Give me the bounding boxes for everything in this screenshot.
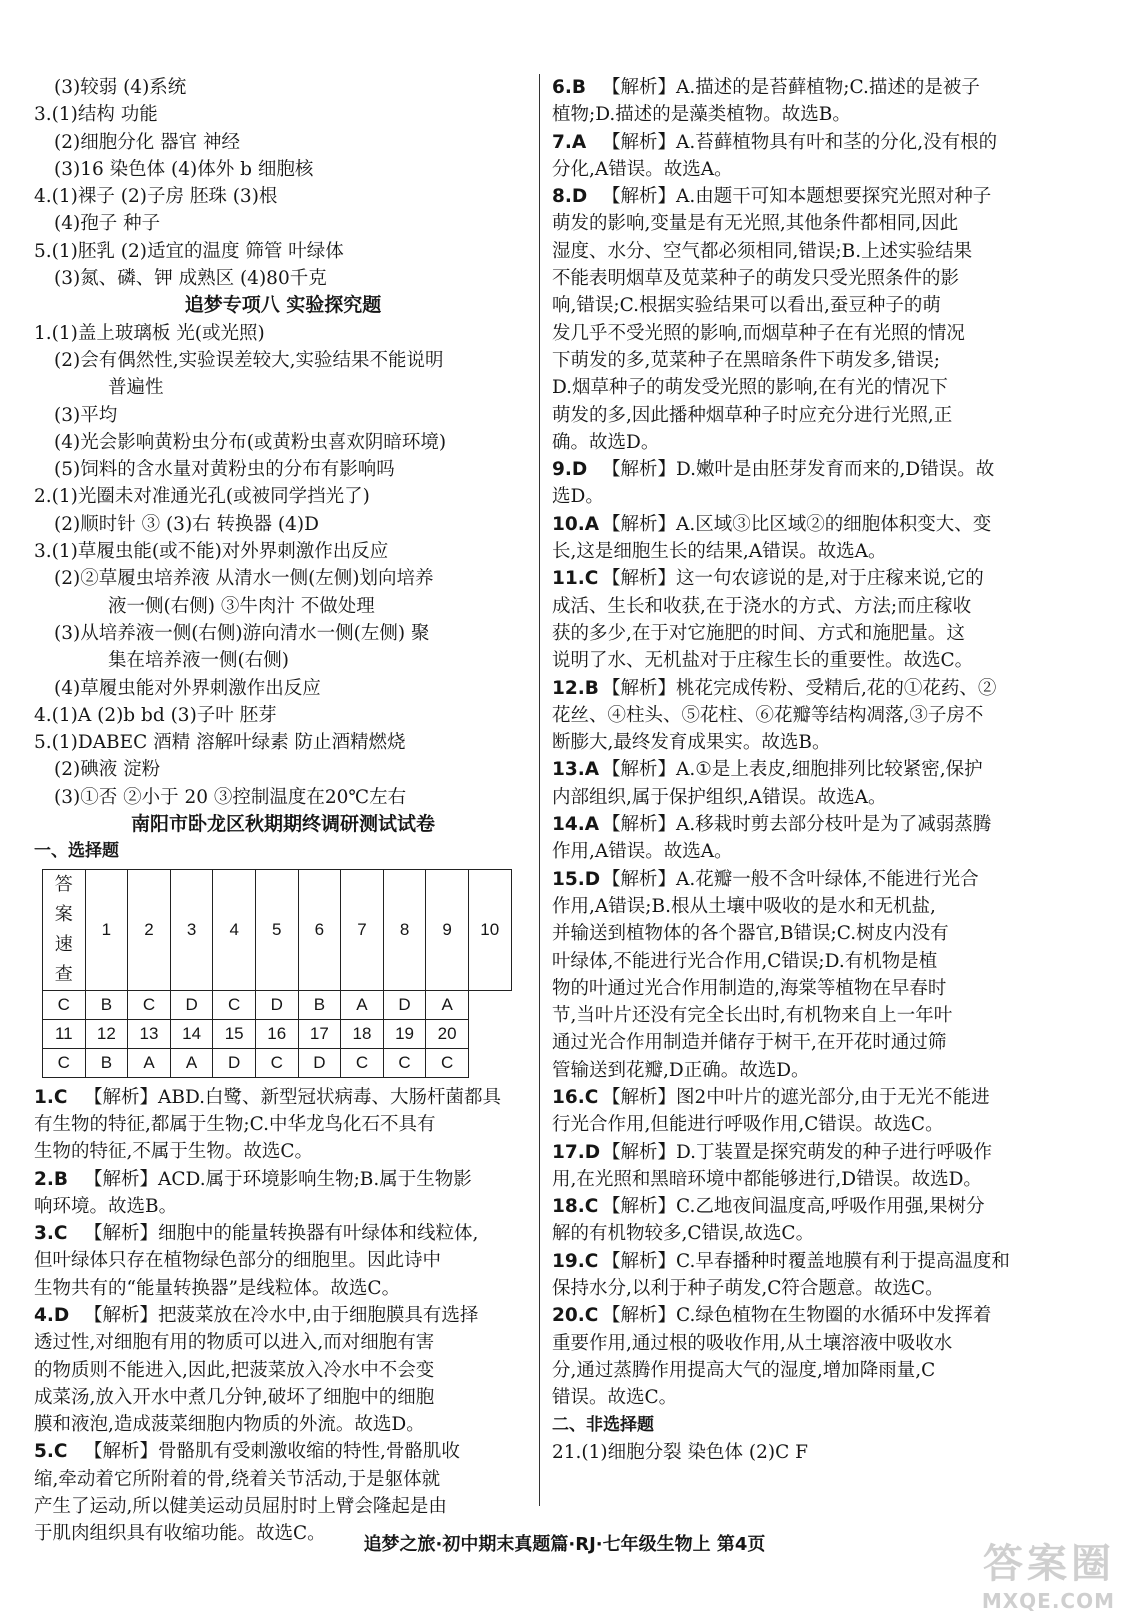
explanation-line — [552, 866, 1030, 893]
question-21-answer: 21.(1)细胞分裂 染色体 (2)C F — [552, 1441, 808, 1463]
explanation-text: 【解析】D.丁装置是探究萌发的种子进行呼吸作 — [602, 1141, 993, 1163]
table-cell: 8 — [383, 869, 426, 990]
column-divider — [539, 74, 540, 1506]
table-cell: 16 — [255, 1019, 298, 1048]
answer-line: (4)孢子 种子 — [54, 213, 161, 235]
answer-line: 2.(1)光圈未对准通光孔(或被同学挡光了) — [34, 486, 370, 508]
table-cell: C — [128, 990, 171, 1019]
explanation-text: 【解析】图2中叶片的遮光部分,由于无光不能进 — [602, 1086, 990, 1108]
explanation-text: 获的多少,在于对它施肥的时间、方式和施肥量。这 — [552, 622, 965, 644]
right-column — [552, 74, 1030, 1466]
choice-explanations-right — [552, 74, 1030, 1412]
page-footer: 追梦之旅·初中期末真题篇·RJ·七年级生物上 第4页 — [363, 1534, 766, 1555]
explanation-text: 【解析】桃花完成传粉、受精后,花的①花药、② — [602, 677, 997, 699]
explanation-text: 萌发的影响,变量是有无光照,其他条件都相同,因此 — [552, 213, 959, 235]
table-cell: C — [43, 990, 86, 1019]
explanation-text: 分化,A错误。故选A。 — [552, 158, 733, 180]
answer-line: (5)饲料的含水量对黄粉虫的分布有影响吗 — [54, 459, 395, 481]
explanation-line — [552, 511, 1030, 538]
table-cell: D — [213, 1048, 256, 1077]
question-number: 6.B — [552, 77, 587, 98]
question-number: 15.D — [552, 868, 601, 890]
answer-line: 3.(1)草履虫能(或不能)对外界刺激作出反应 — [34, 541, 389, 563]
question-number: 10.A — [552, 513, 600, 535]
explanation-line — [34, 1329, 532, 1356]
question-number: 1.C — [34, 1086, 68, 1108]
explanation-text: 产生了运动,所以健美运动员屈肘时上臂会隆起是由 — [34, 1496, 447, 1518]
explanation-text: 湿度、水分、空气都必须相同,错误;B.上述实验结果 — [552, 240, 973, 262]
table-cell: B — [85, 990, 128, 1019]
table-cell: 15 — [213, 1019, 256, 1048]
table-cell: C — [213, 990, 256, 1019]
explanation-text: 响环境。故选B。 — [34, 1195, 178, 1217]
explanation-text: D.烟草种子的萌发受光照的影响,在有光的情况下 — [552, 377, 948, 399]
explanation-text: 【解析】这一句农谚说的是,对于庄稼来说,它的 — [602, 568, 984, 590]
table-cell: 4 — [213, 869, 256, 990]
explanation-text: 但叶绿体只存在植物绿色部分的细胞里。因此诗中 — [34, 1250, 442, 1272]
watermark-logo — [982, 1532, 1115, 1613]
explanation-text: 叶绿体,不能进行光合作用,C错误;D.有机物是植 — [552, 950, 938, 972]
watermark-url: MXQE.COM — [981, 1589, 1115, 1613]
table-cell: C — [43, 1048, 86, 1077]
explanation-text: 响,错误;C.根据实验结果可以看出,蚕豆种子的萌 — [552, 295, 941, 317]
explanation-text: 【解析】细胞中的能量转换器有叶绿体和线粒体, — [84, 1223, 479, 1245]
question-number: 14.A — [552, 814, 600, 836]
table-row — [43, 1048, 512, 1077]
explanation-text: 内部组织,属于保护组织,A错误。故选A。 — [552, 786, 887, 808]
explanation-line — [552, 183, 1030, 210]
answer-line: (3)较弱 (4)系统 — [54, 77, 187, 98]
table-cell: 5 — [255, 869, 298, 990]
table-cell: A — [128, 1048, 171, 1077]
table-cell: D — [170, 990, 213, 1019]
explanation-line — [552, 1057, 1030, 1084]
explanation-line — [34, 1466, 532, 1493]
explanation-text: 【解析】A.①是上表皮,细胞排列比较紧密,保护 — [602, 759, 983, 781]
explanation-line — [34, 1411, 532, 1438]
table-cell: 7 — [341, 869, 384, 990]
table-cell: 2 — [128, 869, 171, 990]
explanation-line — [552, 402, 1030, 429]
question-number: 16.C — [552, 1086, 599, 1108]
table-cell: 18 — [341, 1019, 384, 1048]
table-cell: 9 — [426, 869, 469, 990]
explanation-line — [552, 948, 1030, 975]
explanation-line — [34, 1357, 532, 1384]
answer-line: (3)氮、磷、钾 成熟区 (4)80千克 — [54, 268, 327, 290]
explanation-text: 管输送到花瓣,D正确。故选D。 — [552, 1059, 810, 1081]
explanation-line — [552, 1111, 1030, 1138]
explanation-text: 有生物的特征,都属于生物;C.中华龙鸟化石不具有 — [34, 1113, 436, 1135]
answer-line: (3)16 染色体 (4)体外 b 细胞核 — [54, 158, 314, 180]
table-row — [43, 869, 512, 990]
explanation-line — [34, 1111, 532, 1138]
table-cell: D — [298, 1048, 341, 1077]
explanation-text: 植物;D.描述的是藻类植物。故选B。 — [552, 104, 851, 126]
explanation-text: 【解析】C.乙地夜间温度高,呼吸作用强,果树分 — [602, 1196, 985, 1218]
question-number: 12.B — [552, 677, 599, 699]
explanation-line — [552, 1302, 1030, 1329]
explanation-line — [552, 538, 1030, 565]
explanation-line — [552, 101, 1030, 128]
answer-line: (3)平均 — [54, 404, 118, 426]
question-number: 11.C — [552, 568, 599, 590]
question-number: 13.A — [552, 759, 600, 781]
explanation-text: 【解析】ACD.属于环境影响生物;B.属于生物影 — [84, 1168, 472, 1190]
explanation-line — [552, 1029, 1030, 1056]
table-cell: A — [341, 990, 384, 1019]
explanation-line — [552, 456, 1030, 483]
watermark-text: 答案圈 — [983, 1541, 1115, 1587]
explanation-line — [552, 702, 1030, 729]
explanation-line — [552, 1193, 1030, 1220]
answer-line: 3.(1)结构 功能 — [34, 104, 158, 126]
explanation-line — [34, 1166, 532, 1193]
answer-line: 液一侧(右侧) ③牛肉汁 不做处理 — [108, 595, 375, 617]
explanation-line — [34, 1084, 532, 1111]
explanation-line — [552, 784, 1030, 811]
explanation-line — [552, 1084, 1030, 1111]
explanation-line — [552, 1275, 1030, 1302]
explanation-text: 萌发的多,因此播种烟草种子时应充分进行光照,正 — [552, 404, 953, 426]
explanation-line — [34, 1493, 532, 1520]
experiment-answers — [34, 320, 532, 811]
explanation-text: 成活、生长和收获,在于浇水的方式、方法;而庄稼收 — [552, 595, 972, 617]
explanation-text: 【解析】ABD.白鹭、新型冠状病毒、大肠杆菌都具 — [84, 1086, 502, 1108]
answer-line: (2)会有偶然性,实验误差较大,实验结果不能说明 — [54, 349, 444, 371]
question-number: 8.D — [552, 186, 588, 208]
table-cell: 19 — [383, 1019, 426, 1048]
answer-line: 4.(1)A (2)b bd (3)子叶 胚芽 — [34, 704, 277, 726]
question-number: 5.C — [34, 1441, 68, 1463]
explanation-line — [552, 238, 1030, 265]
explanation-line — [552, 838, 1030, 865]
explanation-line — [34, 1138, 532, 1165]
explanation-text: 【解析】把菠菜放在冷水中,由于细胞膜具有选择 — [84, 1304, 479, 1326]
explanation-text: 【解析】A.由题干可知本题想要探究光照对种子 — [602, 186, 992, 208]
table-cell: C — [341, 1048, 384, 1077]
explanation-line — [552, 429, 1030, 456]
table-cell: C — [383, 1048, 426, 1077]
explanation-text: 透过性,对细胞有用的物质可以进入,而对细胞有害 — [34, 1332, 435, 1354]
table-cell: 3 — [170, 869, 213, 990]
explanation-text: 选D。 — [552, 486, 604, 508]
explanation-text: 【解析】C.早春播种时覆盖地膜有利于提高温度和 — [602, 1250, 1010, 1272]
answer-line: 普遍性 — [108, 377, 164, 399]
explanation-line — [34, 1247, 532, 1274]
explanation-text: 确。故选D。 — [552, 431, 660, 453]
explanation-line — [34, 1193, 532, 1220]
explanation-text: 不能表明烟草及苋菜种子的萌发只受光照条件的影 — [552, 268, 960, 290]
explanation-line — [552, 265, 1030, 292]
explanation-line — [552, 1248, 1030, 1275]
explanation-text: 生物共有的“能量转换器”是线粒体。故选C。 — [34, 1277, 401, 1299]
answer-line: (2)②草履虫培养液 从清水一侧(左侧)划向培养 — [54, 568, 434, 590]
explanation-line — [552, 374, 1030, 401]
explanation-line — [552, 811, 1030, 838]
explanation-line — [552, 729, 1030, 756]
answer-line: (2)碘液 淀粉 — [54, 759, 161, 781]
question-number: 3.C — [34, 1223, 68, 1245]
choice-explanations-left — [34, 1084, 532, 1548]
explanation-text: 缩,牵动着它所附着的骨,绕着关节活动,于是躯体就 — [34, 1468, 441, 1490]
answer-line: (2)细胞分化 器官 神经 — [54, 131, 240, 153]
explanation-line — [34, 1220, 532, 1247]
explanation-text: 【解析】D.嫩叶是由胚芽发育而来的,D错误。故 — [602, 459, 995, 481]
table-cell: 13 — [128, 1019, 171, 1048]
explanation-line — [552, 920, 1030, 947]
explanation-line — [552, 156, 1030, 183]
table-cell: 12 — [85, 1019, 128, 1048]
exam-title: 南阳市卧龙区秋期期终调研测试试卷 — [130, 813, 435, 836]
explanation-text: 用,在光照和黑暗环境中都能够进行,D错误。故选D。 — [552, 1168, 982, 1190]
answer-line: (3)①否 ②小于 20 ③控制温度在20℃左右 — [54, 786, 407, 808]
question-number: 4.D — [34, 1304, 70, 1326]
answer-table — [42, 869, 512, 1078]
table-cell: 17 — [298, 1019, 341, 1048]
explanation-text: 物的叶通过光合作用制造的,海棠等植物在早春时 — [552, 977, 947, 999]
explanation-line — [552, 1002, 1030, 1029]
question-number: 7.A — [552, 131, 587, 153]
explanation-text: 通过光合作用制造并储存于树干,在开花时通过筛 — [552, 1032, 947, 1054]
answer-line: 5.(1)DABEC 酒精 溶解叶绿素 防止酒精燃烧 — [34, 732, 406, 754]
explanation-text: 【解析】C.绿色植物在生物圈的水循环中发挥着 — [602, 1305, 992, 1327]
question-number: 18.C — [552, 1196, 599, 1218]
explanation-text: 作用,A错误。故选A。 — [552, 841, 733, 863]
explanation-line — [552, 129, 1030, 156]
explanation-line — [552, 1330, 1030, 1357]
explanation-line — [552, 593, 1030, 620]
question-number: 19.C — [552, 1250, 599, 1272]
explanation-line — [552, 975, 1030, 1002]
question-number: 2.B — [34, 1168, 69, 1190]
explanation-line — [552, 565, 1030, 592]
explanation-line — [34, 1384, 532, 1411]
table-cell: 1 — [85, 869, 128, 990]
answer-line: (3)从培养液一侧(右侧)游向清水一侧(左侧) 聚 — [54, 622, 430, 644]
explanation-text: 于肌肉组织具有收缩功能。故选C。 — [34, 1523, 326, 1545]
explanation-text: 【解析】A.花瓣一般不含叶绿体,不能进行光合 — [602, 868, 979, 890]
table-cell: 14 — [170, 1019, 213, 1048]
table-cell: A — [170, 1048, 213, 1077]
explanation-text: 【解析】A.区域③比区域②的细胞体积变大、变 — [602, 513, 992, 535]
explanation-line — [552, 675, 1030, 702]
answer-line: 1.(1)盖上玻璃板 光(或光照) — [34, 322, 265, 344]
explanation-line — [552, 647, 1030, 674]
explanation-text: 花丝、④柱头、⑤花柱、⑥花瓣等结构凋落,③子房不 — [552, 704, 984, 726]
question-number: 17.D — [552, 1141, 601, 1163]
question-number: 20.C — [552, 1305, 599, 1327]
table-cell: B — [85, 1048, 128, 1077]
explanation-text: 重要作用,通过根的吸收作用,从土壤溶液中吸收水 — [552, 1332, 953, 1354]
table-cell: C — [255, 1048, 298, 1077]
explanation-text: 断膨大,最终发育成果实。故选B。 — [552, 732, 831, 754]
explanation-text: 长,这是细胞生长的结果,A错误。故选A。 — [552, 541, 887, 563]
explanation-line — [552, 74, 1030, 101]
explanation-text: 作用,A错误;B.根从土壤中吸收的是水和无机盐, — [552, 895, 936, 917]
explanation-line — [552, 1220, 1030, 1247]
table-row — [43, 1019, 512, 1048]
section-title: 追梦专项八 实验探究题 — [184, 294, 382, 317]
answer-line: (2)顺时针 ③ (3)右 转换器 (4)D — [54, 513, 319, 535]
answer-line: (4)草履虫能对外界刺激作出反应 — [54, 677, 321, 699]
explanation-line — [552, 1139, 1030, 1166]
table-cell: 10 — [468, 869, 511, 990]
explanation-text: 分,通过蒸腾作用提高大气的湿度,增加降雨量,C — [552, 1359, 936, 1381]
table-cell: B — [298, 990, 341, 1019]
explanation-line — [34, 1275, 532, 1302]
answer-line: 集在培养液一侧(右侧) — [108, 650, 289, 672]
explanation-text: 【解析】A.苔藓植物具有叶和茎的分化,没有根的 — [602, 131, 998, 153]
explanation-line — [552, 620, 1030, 647]
explanation-line — [552, 347, 1030, 374]
explanation-line — [552, 483, 1030, 510]
explanation-line — [34, 1302, 532, 1329]
table-cell: 6 — [298, 869, 341, 990]
explanation-text: 解的有机物较多,C错误,故选C。 — [552, 1223, 815, 1245]
table-cell: D — [255, 990, 298, 1019]
explanation-text: 并输送到植物体的各个器官,B错误;C.树皮内没有 — [552, 923, 949, 945]
explanation-line — [552, 210, 1030, 237]
explanation-line — [552, 1384, 1030, 1411]
explanation-text: 生物的特征,不属于生物。故选C。 — [34, 1141, 314, 1163]
answer-line: 5.(1)胚乳 (2)适宜的温度 筛管 叶绿体 — [34, 240, 344, 262]
explanation-line — [552, 1357, 1030, 1384]
explanation-text: 的物质则不能进入,因此,把菠菜放入冷水中不会变 — [34, 1359, 435, 1381]
table-cell: 20 — [426, 1019, 469, 1048]
left-column — [34, 74, 532, 1548]
explanation-text: 说明了水、无机盐对于庄稼生长的重要性。故选C。 — [552, 650, 974, 672]
table-cell: 11 — [43, 1019, 86, 1048]
explanation-text: 【解析】A.描述的是苔藓植物;C.描述的是被子 — [602, 77, 980, 98]
explanation-line — [552, 1166, 1030, 1193]
explanation-text: 【解析】骨骼肌有受刺激收缩的特性,骨骼肌收 — [84, 1441, 460, 1463]
answer-block-top — [34, 74, 532, 292]
answer-line: (4)光会影响黄粉虫分布(或黄粉虫喜欢阴暗环境) — [54, 431, 447, 453]
explanation-line — [552, 756, 1030, 783]
explanation-text: 行光合作用,但能进行呼吸作用,C错误。故选C。 — [552, 1114, 944, 1136]
explanation-text: 节,当叶片还没有完全长出时,有机物来自上一年叶 — [552, 1005, 953, 1027]
explanation-text: 发几乎不受光照的影响,而烟草种子在有光照的情况 — [552, 322, 965, 344]
explanation-line — [552, 320, 1030, 347]
explanation-text: 膜和液泡,造成菠菜细胞内物质的外流。故选D。 — [34, 1414, 425, 1436]
explanation-text: 下萌发的多,苋菜种子在黑暗条件下萌发多,错误; — [552, 349, 940, 371]
table-cell: C — [426, 1048, 469, 1077]
explanation-line — [34, 1438, 532, 1465]
explanation-line — [552, 292, 1030, 319]
part-one-heading: 一、选择题 — [34, 841, 119, 862]
table-cell: D — [383, 990, 426, 1019]
explanation-line — [552, 893, 1030, 920]
question-number: 9.D — [552, 459, 588, 481]
part-two-heading: 二、非选择题 — [552, 1414, 654, 1435]
explanation-text: 成菜汤,放入开水中煮几分钟,破坏了细胞中的细胞 — [34, 1386, 435, 1408]
table-row — [43, 990, 512, 1019]
table-label: 答 案 速 查 — [43, 869, 86, 990]
table-cell: A — [426, 990, 469, 1019]
explanation-text: 【解析】A.移栽时剪去部分枝叶是为了减弱蒸腾 — [602, 814, 992, 836]
explanation-text: 保持水分,以利于种子萌发,C符合题意。故选C。 — [552, 1278, 944, 1300]
answer-line: 4.(1)裸子 (2)子房 胚珠 (3)根 — [34, 186, 278, 208]
explanation-text: 错误。故选C。 — [552, 1387, 678, 1409]
